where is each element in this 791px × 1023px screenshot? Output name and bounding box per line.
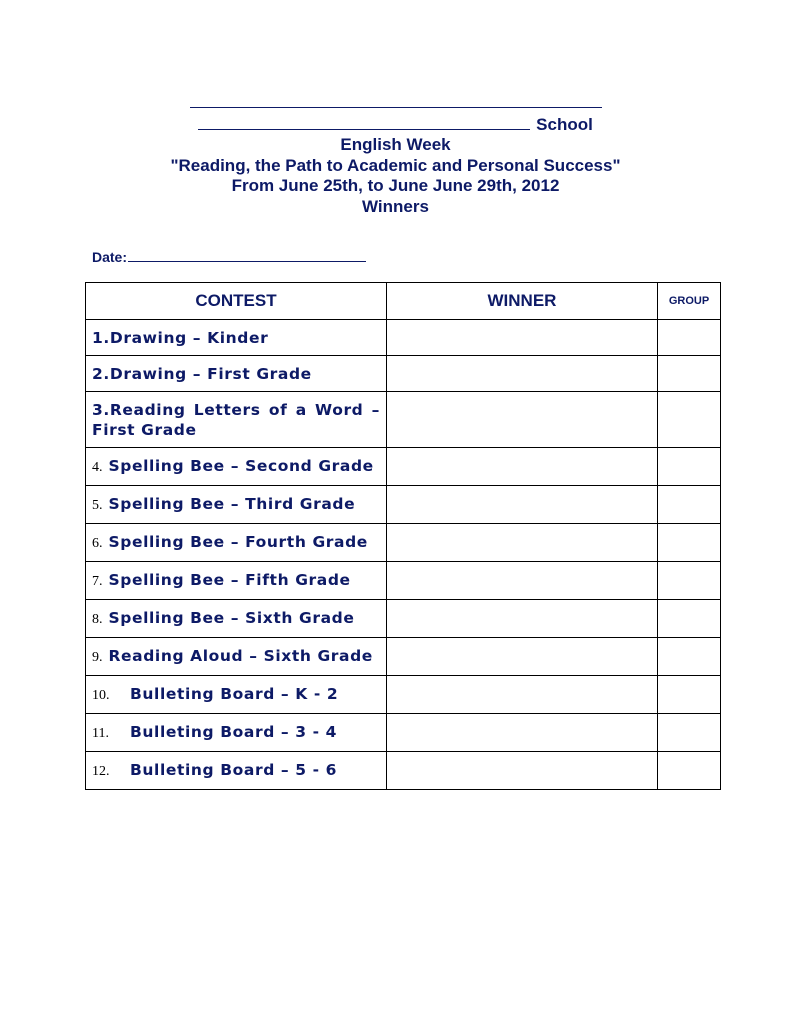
table-row <box>86 392 721 448</box>
winner-cell[interactable] <box>387 356 658 392</box>
school-line <box>0 114 791 136</box>
winner-cell[interactable] <box>387 638 658 676</box>
table-row <box>86 448 721 486</box>
table-row <box>86 356 721 392</box>
contest-label: 2.Drawing – First Grade <box>92 365 312 383</box>
group-cell[interactable] <box>658 486 721 524</box>
contest-label: Spelling Bee – Fifth Grade <box>108 571 351 589</box>
contest-label: Spelling Bee – Fourth Grade <box>108 533 368 551</box>
contest-cell <box>86 524 387 562</box>
table-row <box>86 638 721 676</box>
group-cell[interactable] <box>658 600 721 638</box>
group-cell[interactable] <box>658 676 721 714</box>
contest-number: 4. <box>92 460 103 475</box>
blank-line-top <box>0 92 791 114</box>
group-cell[interactable] <box>658 714 721 752</box>
winner-cell[interactable] <box>387 448 658 486</box>
winners-table <box>85 282 721 790</box>
contest-cell <box>86 638 387 676</box>
contest-label: Bulleting Board – K - 2 <box>130 685 339 703</box>
table-row <box>86 320 721 356</box>
group-cell[interactable] <box>658 320 721 356</box>
contest-label: Bulleting Board – 5 - 6 <box>130 761 338 779</box>
col-header-group: GROUP <box>658 283 721 320</box>
date-row <box>92 249 366 265</box>
contest-cell <box>86 320 387 356</box>
table-row <box>86 562 721 600</box>
group-cell[interactable] <box>658 524 721 562</box>
table-body <box>86 320 721 790</box>
contest-label: Bulleting Board – 3 - 4 <box>130 723 338 741</box>
contest-cell <box>86 714 387 752</box>
group-cell[interactable] <box>658 752 721 790</box>
group-cell[interactable] <box>658 356 721 392</box>
contest-cell <box>86 392 387 448</box>
date-label: Date: <box>92 249 128 265</box>
contest-label: Spelling Bee – Sixth Grade <box>108 609 355 627</box>
contest-number: 10. <box>92 688 110 703</box>
document-header <box>0 92 791 218</box>
contest-number: 11. <box>92 726 109 741</box>
contest-label: Spelling Bee – Second Grade <box>108 457 374 475</box>
event-title: English Week <box>340 135 451 155</box>
contest-number: 7. <box>92 574 103 589</box>
event-dates: From June 25th, to June June 29th, 2012 <box>231 176 560 196</box>
contest-cell <box>86 562 387 600</box>
winner-cell[interactable] <box>387 562 658 600</box>
table-row <box>86 486 721 524</box>
contest-label: Reading Aloud – Sixth Grade <box>108 647 373 665</box>
contest-cell <box>86 600 387 638</box>
group-cell[interactable] <box>658 392 721 448</box>
contest-cell <box>86 752 387 790</box>
contest-label: 1.Drawing – Kinder <box>92 329 269 347</box>
group-cell[interactable] <box>658 448 721 486</box>
date-blank[interactable] <box>128 249 366 262</box>
table-header-row <box>86 283 721 320</box>
group-cell[interactable] <box>658 562 721 600</box>
winner-cell[interactable] <box>387 676 658 714</box>
table-row <box>86 600 721 638</box>
contest-cell <box>86 356 387 392</box>
school-blank-1[interactable] <box>190 92 602 108</box>
contest-number: 9. <box>92 650 103 665</box>
table-row <box>86 524 721 562</box>
contest-number: 8. <box>92 612 103 627</box>
school-name-blank[interactable] <box>198 114 530 130</box>
event-theme: "Reading, the Path to Academic and Personal Success" <box>170 155 621 175</box>
contest-number: 6. <box>92 536 103 551</box>
table-row <box>86 714 721 752</box>
winner-cell[interactable] <box>387 486 658 524</box>
group-cell[interactable] <box>658 638 721 676</box>
table-row <box>86 676 721 714</box>
contest-cell <box>86 448 387 486</box>
col-header-winner: WINNER <box>387 283 658 320</box>
winner-cell[interactable] <box>387 524 658 562</box>
winner-cell[interactable] <box>387 714 658 752</box>
school-suffix: School <box>536 114 593 134</box>
winner-cell[interactable] <box>387 600 658 638</box>
contest-number: 12. <box>92 764 110 779</box>
contest-label: Spelling Bee – Third Grade <box>108 495 356 513</box>
contest-label: 3.Reading Letters of a Word – First Grade <box>92 401 380 439</box>
winner-cell[interactable] <box>387 320 658 356</box>
winners-title: Winners <box>362 196 429 216</box>
col-header-contest: CONTEST <box>86 283 387 320</box>
contest-number: 5. <box>92 498 103 513</box>
table-row <box>86 752 721 790</box>
contest-cell <box>86 486 387 524</box>
winner-cell[interactable] <box>387 752 658 790</box>
contest-cell <box>86 676 387 714</box>
winner-cell[interactable] <box>387 392 658 448</box>
